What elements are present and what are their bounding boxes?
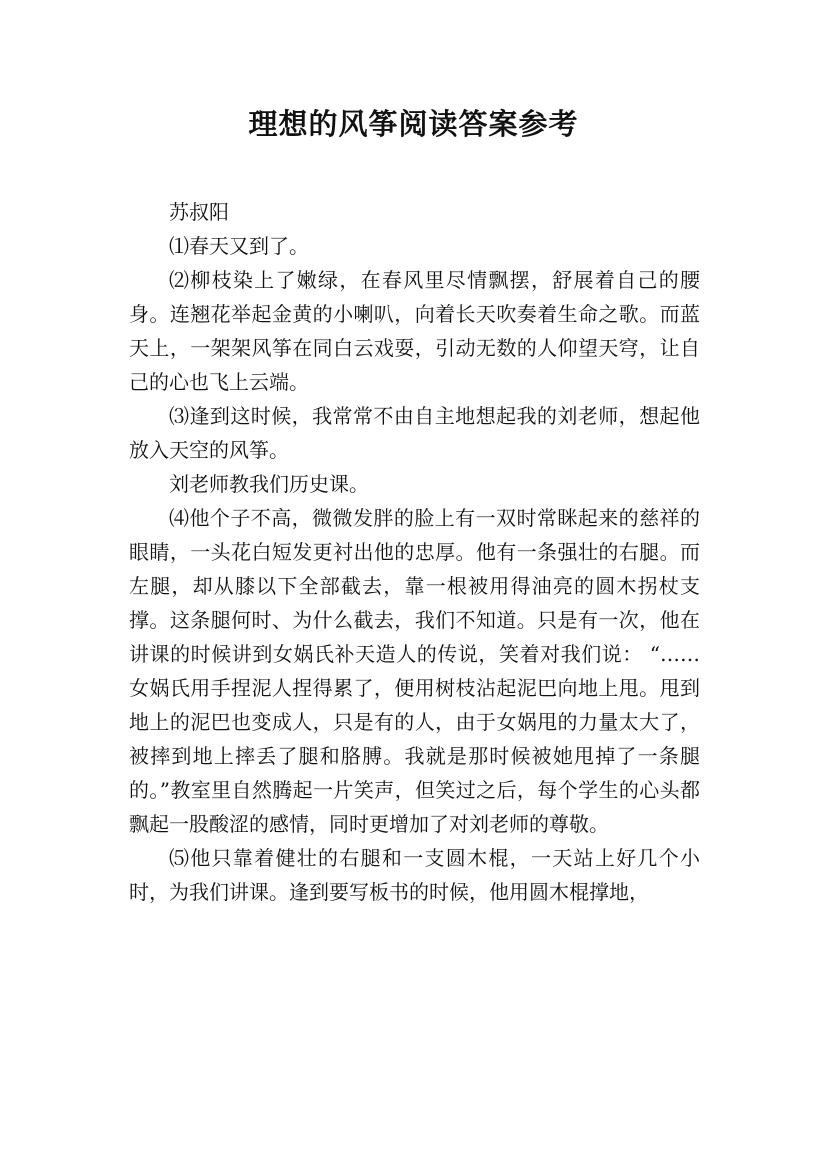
paragraph-2: ⑵柳枝染上了嫩绿，在春风里尽情飘摆，舒展着自己的腰身。连翘花举起金黄的小喇叭，向着长天吹奏着生命之歌。而蓝天上，一架架风筝在同白云戏耍，引动无数的人仰望天穹，让自己的心也飞上云端。 xyxy=(129,268,700,394)
paragraph-3: ⑶逢到这时候，我常常不由自主地想起我的刘老师，想起他放入天空的风筝。 xyxy=(129,404,700,462)
document-body xyxy=(129,195,700,909)
paragraph-4: ⑷他个子不高，微微发胖的脸上有一双时常眯起来的慈祥的眼睛，一头花白短发更衬出他的忠厚。他有一条强壮的右腿。而左腿，却从膝以下全部截去，靠一根被用得油亮的圆木拐杖支撑。这条腿何时、为什么截去，我们不知道。只是有一次，他在讲课的时候讲到女娲氏补天造人的传说，笑着对我们说： “……女娲氏用手捏泥人捏得累了，便用树枝沾起泥巴向地上甩。甩到地上的泥巴也变成人，只是有的人，由于女娲甩的力量太大了，被摔到地上摔丢了腿和胳膊。我就是那时候被她甩掉了一条腿的。”教室里自然腾起一片笑声，但笑过之后，每个学生的心头都飘起一股酸涩的感情，同时更增加了对刘老师的尊敬。 xyxy=(129,506,700,836)
paragraph-teacher-intro: 刘老师教我们历史课。 xyxy=(169,472,369,496)
paragraph-1: ⑴春天又到了。 xyxy=(169,234,309,258)
author-line: 苏叔阳 xyxy=(169,200,229,224)
document-title: 理想的风筝阅读答案参考 xyxy=(248,107,579,141)
paragraph-5: ⑸他只靠着健壮的右腿和一支圆木棍，一天站上好几个小时，为我们讲课。逢到要写板书的时候，他用圆木棍撑地， xyxy=(129,846,700,904)
